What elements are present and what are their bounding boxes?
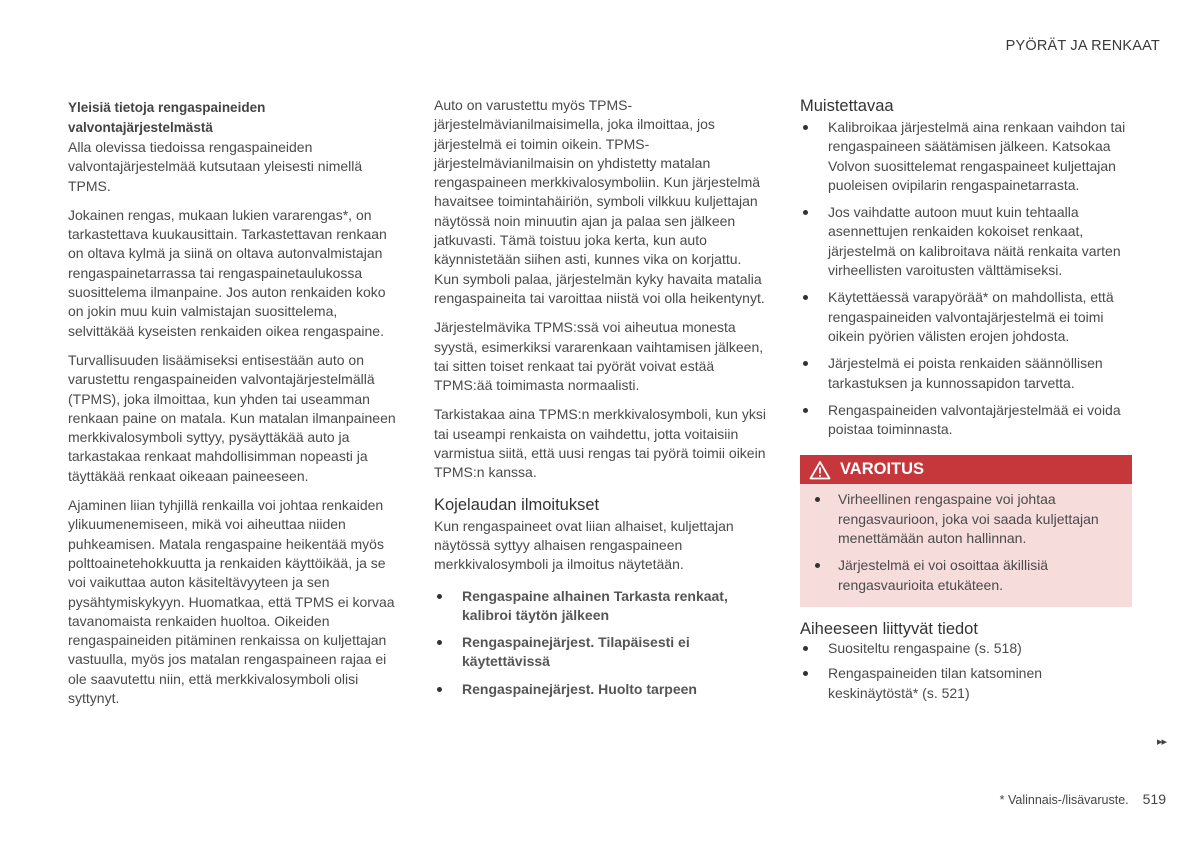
list-item: Rengaspaineiden valvontajärjestelmää ei voida poistaa toiminnasta. bbox=[800, 401, 1132, 440]
page-footer bbox=[1000, 791, 1166, 807]
column-3 bbox=[800, 96, 1132, 709]
paragraph: Jokainen rengas, mukaan lukien vararengas*, on tarkastettava kuukausittain. Tarkastettavan renkaan on oltava kylmä ja siinä on oltava autonvalmistajan rengaspainetarrassa tai rengaspainetaulukossa suosittelema ilmanpaine. Jos auton renkaiden koko on jokin muu kuin valmistajan suosittelema, selvittäkää kyseisten renkaiden oikea rengaspaine. bbox=[68, 206, 387, 339]
page-number: 519 bbox=[1142, 791, 1166, 807]
message-item: Rengaspainejärjest. Tilapäisesti ei käytettävissä bbox=[434, 633, 766, 672]
paragraph: Tarkistakaa aina TPMS:n merkkivalosymboli, kun yksi tai useampi renkaista on vaihdettu, jotta voitaisiin varmistua siitä, että uusi rengas tai pyörä toimii oikein TPMS:n kanssa. bbox=[434, 406, 766, 481]
related-heading: Aiheeseen liittyvät tiedot bbox=[800, 619, 978, 638]
related-link[interactable]: Suositeltu rengaspaine (s. 518) bbox=[800, 639, 1132, 658]
paragraph: Kun rengaspaineet ovat liian alhaiset, kuljettajan näytössä syttyy alhaisen rengaspaineen merkkivalosymboli ja ilmoitus näytetään. bbox=[434, 517, 734, 573]
warning-title: VAROITUS bbox=[840, 460, 925, 479]
related-link[interactable]: Rengaspaineiden tilan katsominen keskinäytöstä* (s. 521) bbox=[800, 664, 1132, 703]
list-item: Käytettäessä varapyörää* on mahdollista, että rengaspaineiden valvontajärjestelmä ei toimi oikein pyörien välisten erojen johdosta. bbox=[800, 288, 1132, 346]
paragraph: Alla olevissa tiedoissa rengaspaineiden valvontajärjestelmää kutsutaan yleisesti nimellä TPMS. bbox=[68, 139, 363, 194]
footnote: * Valinnais-/lisävaruste. bbox=[999, 793, 1129, 807]
warning-list bbox=[810, 490, 1122, 594]
list-item: Kalibroikaa järjestelmä aina renkaan vaihdon tai rengaspaineen säätämisen jälkeen. Katsokaa Volvon suosittelemat rengaspaineet kuljettajan puoleisen ovipilarin rengaspainetarrasta. bbox=[800, 118, 1132, 195]
warning-triangle-icon bbox=[800, 460, 840, 480]
column-1 bbox=[68, 96, 400, 715]
section-heading: Yleisiä tietoja rengaspaineiden valvontajärjestelmästä bbox=[68, 100, 266, 135]
notes-list bbox=[800, 118, 1132, 439]
warning-header bbox=[800, 455, 1132, 484]
related-list bbox=[800, 639, 1132, 703]
paragraph: Ajaminen liian tyhjillä renkailla voi johtaa renkaiden ylikuumenemiseen, mikä voi aiheuttaa niiden puhkeamisen. Matala rengaspaine heikentää myös polttoainetehokkuutta ja renkaiden käyttöikää, ja se voi vaikuttaa auton käsiteltävyyteen ja sen pysähtymiskykyyn. Huomatkaa, että TPMS ei korvaa tavanomaista renkaiden huoltoa. Oikeiden rengaspaineiden pitäminen renkaissa on kuljettajan vastuulla, myös jos matalan rengaspaineen rajaa ei ole saavutettu niin, että merkkivalosymboli olisi syttynyt. bbox=[68, 497, 395, 707]
column-2 bbox=[434, 96, 766, 707]
warning-box bbox=[800, 455, 1132, 606]
paragraph: Auto on varustettu myös TPMS-järjestelmävianilmaisimella, joka ilmoittaa, jos järjestelmä ei toimin oikein. TPMS-järjestelmävianilmaisin on yhdistetty matalan rengaspaineen merkkivalosymboliin. Kun järjestelmä havaitsee toimintahäiriön, symboli vilkkuu kuljettajan näytössä noin minuutin ajan ja palaa sen jälkeen jatkuvasti. Tämä toistuu joka kerta, kun auto käynnistetään siihen asti, kunnes vika on korjattu. Kun symboli palaa, järjestelmän kyky havaita matalia rengaspaineita tai varoittaa niistä voi olla heikentynyt. bbox=[434, 97, 765, 306]
list-item: Virheellinen rengaspaine voi johtaa rengasvaurioon, joka voi saada kuljettajan menettämään auton hallinnan. bbox=[810, 490, 1122, 548]
section-title: PYÖRÄT JA RENKAAT bbox=[1005, 38, 1160, 54]
subsection-heading: Kojelaudan ilmoitukset bbox=[434, 495, 600, 514]
warning-body bbox=[800, 484, 1132, 606]
paragraph: Turvallisuuden lisäämiseksi entisestään auto on varustettu rengaspaineiden valvontajärjestelmällä (TPMS), joka ilmoittaa, kun yhden tai useamman renkaan paine on matala. Kun matalan ilmanpaineen merkkivalosymboli syttyy, pysäyttäkää auto ja tarkastakaa renkaat mahdollisimman nopeasti ja täyttäkää renkaat oikeaan paineeseen. bbox=[68, 351, 396, 484]
continue-arrows-icon: ▸▸ bbox=[1156, 736, 1166, 748]
list-item: Järjestelmä ei voi osoittaa äkillisiä rengasvaurioita etukäteen. bbox=[810, 556, 1122, 595]
message-list bbox=[434, 587, 766, 699]
list-item: Jos vaihdatte autoon muut kuin tehtaalla asennettujen renkaiden kokoiset renkaat, järjestelmä on kalibroitava näitä renkaita varten virheellisten varoitusten välttämiseksi. bbox=[800, 203, 1132, 280]
subsection-heading: Muistettavaa bbox=[800, 97, 894, 115]
message-item: Rengaspaine alhainen Tarkasta renkaat, kalibroi täytön jälkeen bbox=[434, 587, 766, 626]
list-item: Järjestelmä ei poista renkaiden säännöllisen tarkastuksen ja kunnossapidon tarvetta. bbox=[800, 354, 1132, 393]
paragraph: Järjestelmävika TPMS:ssä voi aiheutua monesta syystä, esimerkiksi vararenkaan vaihtamisen jälkeen, tai sitten toiset renkaat tai pyörät voivat estää TPMS:ää toimimasta normaalisti. bbox=[434, 319, 764, 394]
message-item: Rengaspainejärjest. Huolto tarpeen bbox=[434, 680, 766, 699]
